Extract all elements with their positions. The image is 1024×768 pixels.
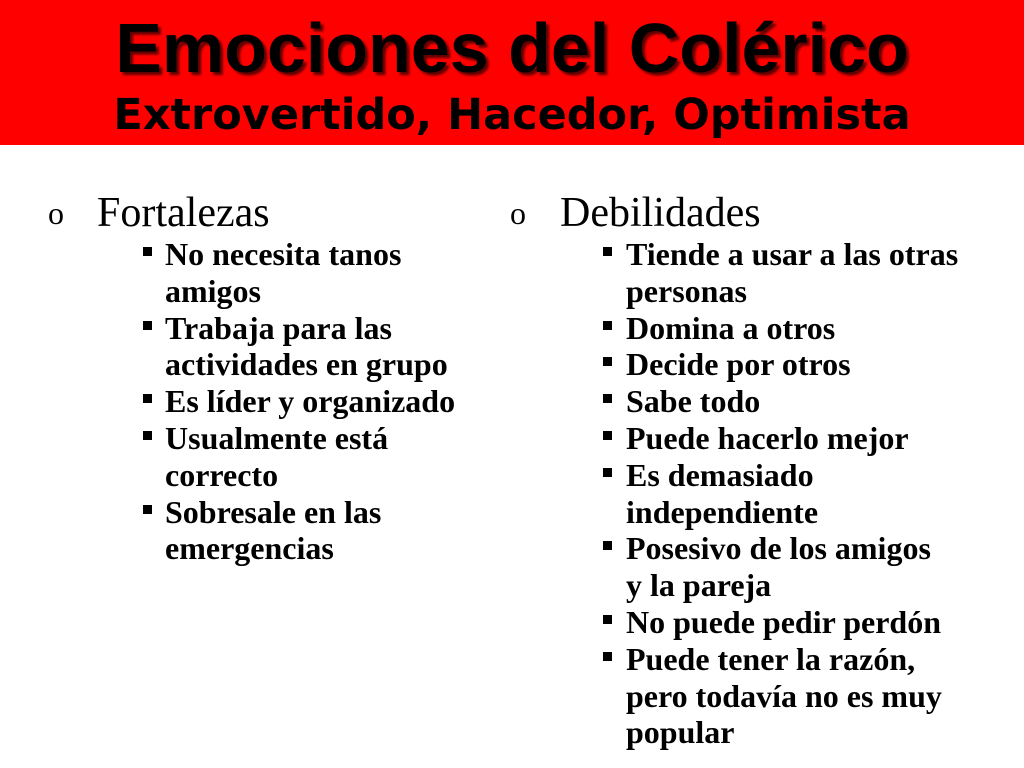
square-bullet-icon: [603, 615, 612, 624]
level1-bullet: o: [48, 195, 64, 231]
list-item-text: Tiende a usar a las otras personas: [626, 236, 959, 309]
square-bullet-icon: [603, 431, 612, 440]
list-item: [626, 346, 971, 383]
square-bullet-icon: [603, 321, 612, 330]
slide-header: [0, 0, 1024, 145]
square-bullet-icon: [603, 357, 612, 366]
list-item-text: Usualmente está correcto: [165, 419, 389, 493]
list-item: [626, 236, 971, 310]
list-item-text: Domina a otros: [626, 309, 836, 346]
list-item: [626, 383, 971, 420]
column-heading: Debilidades: [560, 190, 761, 236]
list-item-text: No necesita tanos amigos: [165, 236, 402, 309]
square-bullet-icon: [603, 394, 612, 403]
list-item-text: Es demasiado independiente: [626, 456, 819, 530]
list-item-text: Sabe todo: [626, 383, 761, 420]
list-item: [626, 420, 971, 457]
list-item-text: Sobresale en las emergencias: [165, 493, 382, 567]
list-item-text: Trabaja para las actividades en grupo: [165, 309, 448, 383]
list-item-text: Posesivo de los amigos y la pareja: [626, 530, 931, 604]
square-bullet-icon: [603, 468, 612, 477]
slide-subtitle: Extrovertido, Hacedor, Optimista: [113, 90, 911, 140]
weaknesses-column: [0, 190, 1024, 763]
list-item-text: Es líder y organizado: [165, 383, 456, 420]
square-bullet-icon: [603, 541, 612, 550]
list-item: [626, 641, 971, 751]
list-item: [626, 604, 971, 641]
square-bullet-icon: [603, 247, 612, 256]
list-item-text: Puede tener la razón, pero todavía no es muy popular: [626, 640, 942, 751]
list-item-text: Decide por otros: [626, 346, 851, 383]
square-bullet-icon: [603, 652, 612, 661]
level1-bullet: o: [510, 195, 526, 231]
list-item-text: No puede pedir perdón: [626, 603, 942, 640]
list-item: [626, 530, 944, 604]
slide-title: Emociones del Colérico: [115, 9, 909, 87]
list-item: [626, 457, 971, 531]
list-item: [626, 310, 971, 347]
column-heading: Fortalezas: [97, 190, 270, 236]
list-item-text: Puede hacerlo mejor: [626, 419, 909, 456]
weaknesses-list: [626, 236, 971, 751]
